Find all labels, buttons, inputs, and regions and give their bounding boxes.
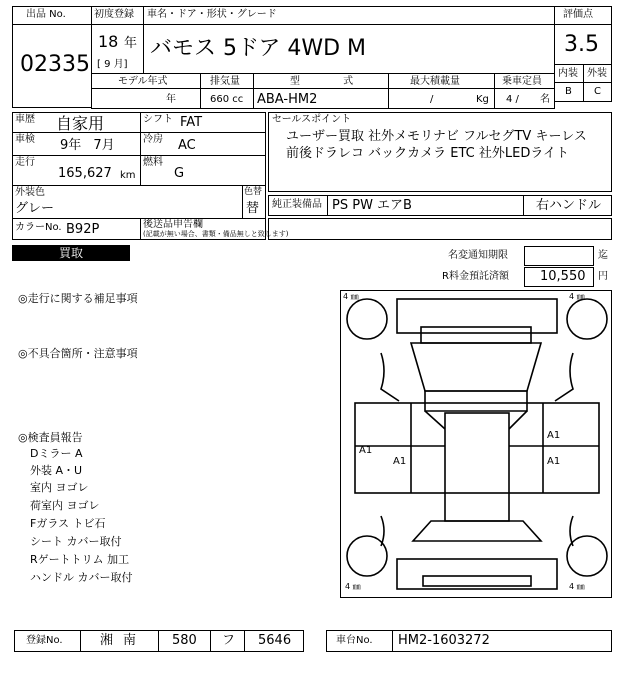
inspector-report-title: ◎検査員報告 <box>18 431 83 444</box>
damage-mark: A1 <box>547 430 561 441</box>
color-value: グレー <box>15 201 55 216</box>
type-code: ABA-HM2 <box>257 92 318 107</box>
report-line: Dミラー A <box>30 447 83 460</box>
sales-point-line-2: 前後ドラレコ バックカメラ ETC 社外LEDライト <box>286 146 569 161</box>
report-line: ハンドル カバー取付 <box>30 571 133 584</box>
sales-point-line-1: ユーザー買取 社外メモリナビ フルセグTV キーレス <box>286 129 587 144</box>
color-no-label: カラーNo. <box>15 222 62 233</box>
model-label: 車名・ドア・形状・グレード <box>147 9 277 20</box>
exterior-grade: C <box>594 86 601 97</box>
model-year-unit: 年 <box>166 94 176 105</box>
ac-value: AC <box>178 138 196 153</box>
max-load-unit: Kg <box>476 94 489 105</box>
first-reg-year: 18 <box>98 32 119 51</box>
history-label: 車歴 <box>15 114 35 125</box>
inspection-label: 車検 <box>15 134 35 145</box>
capacity-unit: 名 <box>540 94 550 105</box>
mileage-unit: km <box>120 170 136 181</box>
tire-label-front-right: 4 ㎜ <box>569 292 585 301</box>
report-line: 荷室内 ヨゴレ <box>30 499 100 512</box>
recycle-label: R料金預託済額 <box>442 271 509 282</box>
defect-notes-title: ◎不具合箇所・注意事項 <box>18 347 138 360</box>
equipment-items: PS PW エアB <box>332 198 412 213</box>
fuel-value: G <box>174 166 185 181</box>
tire-rear-right-icon <box>567 536 607 576</box>
sales-point-label: セールスポイント <box>272 114 352 125</box>
repaint-label: 色替 <box>244 187 263 197</box>
shift-value: FAT <box>180 115 203 130</box>
mileage-label: 走行 <box>15 157 35 168</box>
chassis-number: HM2-1603272 <box>398 633 490 648</box>
capacity-value: 4 / <box>506 94 519 105</box>
score-value: 3.5 <box>564 32 599 57</box>
report-line: 外装 A・U <box>30 464 83 477</box>
displacement-label: 排気量 <box>210 76 240 87</box>
report-line: 室内 ヨゴレ <box>30 481 89 494</box>
color-label: 外装色 <box>15 187 45 198</box>
year-unit: 年 <box>124 36 138 51</box>
blank-row <box>268 218 612 240</box>
recycle-value: 10,550 <box>540 269 586 284</box>
capacity-label: 乗車定員 <box>502 76 542 87</box>
lot-number: 02335 <box>20 52 90 77</box>
lot-label: 出品 No. <box>26 9 66 20</box>
car-diagram <box>340 290 612 598</box>
history-value: 自家用 <box>56 114 105 133</box>
displacement-value: 660 cc <box>210 94 244 105</box>
exterior-label: 外装 <box>587 68 607 79</box>
name-change-field <box>524 246 594 266</box>
max-load-label: 最大積載量 <box>410 76 460 87</box>
tire-label-front-left: 4 ㎜ <box>343 292 359 301</box>
mileage-value: 165,627 <box>58 166 112 181</box>
repaint-value: 替 <box>246 201 260 216</box>
tire-front-left-icon <box>347 299 387 339</box>
shift-label: シフト <box>143 114 173 125</box>
purchase-badge: 買取 <box>12 245 130 261</box>
tire-rear-left-icon <box>347 536 387 576</box>
tire-label-rear-left: 4 ㎜ <box>345 582 361 591</box>
type-label: 型 式 <box>290 76 354 87</box>
first-reg-label: 初度登録 <box>94 9 134 20</box>
color-no-value: B92P <box>66 222 100 237</box>
registration-number: 5646 <box>258 633 292 648</box>
max-load-value: / <box>430 94 434 105</box>
model-name: バモス 5ドア 4WD M <box>150 36 366 61</box>
ac-label: 冷房 <box>143 134 163 145</box>
registration-label: 登録No. <box>26 635 63 646</box>
damage-mark: A1 <box>393 456 407 467</box>
interior-label: 内装 <box>558 68 578 79</box>
report-line: シート カバー取付 <box>30 535 122 548</box>
equipment-label: 純正装備品 <box>272 199 322 210</box>
registration-class: 580 <box>172 633 197 648</box>
name-change-unit: 迄 <box>598 250 608 261</box>
inspection-value: 9年 7月 <box>60 138 115 153</box>
registration-kana: フ <box>222 633 236 648</box>
first-reg-month: [ 9 月] <box>97 59 128 70</box>
name-change-label: 名変通知期限 <box>448 250 508 261</box>
report-line: Rゲートトリム 加工 <box>30 553 130 566</box>
steering-value: 右ハンドル <box>536 198 602 213</box>
recycle-unit: 円 <box>598 271 608 282</box>
chassis-label: 車台No. <box>336 635 373 646</box>
driving-notes-title: ◎走行に関する補足事項 <box>18 292 138 305</box>
tire-front-right-icon <box>567 299 607 339</box>
registration-area: 湘南 <box>100 633 147 648</box>
interior-grade: B <box>565 86 572 97</box>
doc-label: 後送品申告欄 <box>143 219 203 230</box>
damage-mark: A1 <box>547 456 561 467</box>
score-label: 評価点 <box>563 9 593 20</box>
model-year-label: モデル年式 <box>118 76 168 87</box>
tire-label-rear-right: 4 ㎜ <box>569 582 585 591</box>
car-outline <box>341 291 613 599</box>
damage-mark: A1 <box>359 445 373 456</box>
report-line: Fガラス トビ石 <box>30 517 106 530</box>
doc-note: (記載が無い場合、書類・備品無しと致します) <box>143 230 289 238</box>
fuel-label: 燃料 <box>143 157 163 168</box>
